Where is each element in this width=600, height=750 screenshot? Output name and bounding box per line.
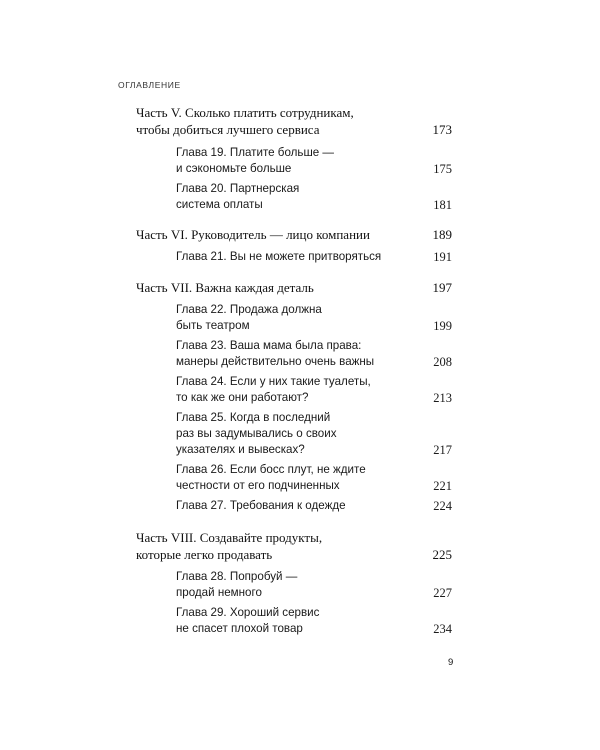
chapter-page: 213 bbox=[433, 391, 452, 405]
chapter-page: 175 bbox=[433, 162, 452, 176]
chapter-page: 199 bbox=[433, 319, 452, 333]
toc-part-6 bbox=[136, 226, 452, 243]
chapter-page: 208 bbox=[433, 355, 452, 369]
chapter-title: Глава 28. Попробуй — продай немного bbox=[176, 570, 298, 599]
chapter-title: Глава 29. Хороший сервис не спасет плохой товар bbox=[176, 606, 320, 635]
chapter-page: 234 bbox=[433, 622, 452, 636]
running-header: ОГЛАВЛЕНИЕ bbox=[118, 80, 181, 90]
toc-chapter-25 bbox=[136, 410, 452, 458]
toc-part-5 bbox=[136, 104, 452, 138]
toc-chapter-19 bbox=[136, 145, 452, 177]
chapter-title: Глава 19. Платите больше — и сэкономьте больше bbox=[176, 146, 335, 175]
part-title: Часть V. Сколько платить сотрудникам, чтобы добиться лучшего сервиса bbox=[136, 105, 354, 137]
chapter-page: 217 bbox=[433, 443, 452, 457]
part-page: 173 bbox=[432, 122, 452, 137]
toc-chapter-27 bbox=[136, 498, 452, 514]
chapter-page: 191 bbox=[433, 250, 452, 264]
part-title: Часть VII. Важна каждая деталь bbox=[136, 280, 314, 295]
part-page: 189 bbox=[432, 227, 452, 242]
table-of-contents bbox=[136, 104, 452, 637]
toc-chapter-20 bbox=[136, 181, 452, 213]
toc-chapter-28 bbox=[136, 569, 452, 601]
toc-chapter-23 bbox=[136, 338, 452, 370]
toc-chapter-21 bbox=[136, 249, 452, 265]
chapter-title: Глава 22. Продажа должна быть театром bbox=[176, 303, 322, 332]
part-title: Часть VIII. Создавайте продукты, которые легко продавать bbox=[136, 530, 323, 562]
chapter-title: Глава 26. Если босс плут, не ждите честности от его подчиненных bbox=[176, 463, 366, 492]
toc-part-7 bbox=[136, 279, 452, 296]
chapter-title: Глава 21. Вы не можете притворяться bbox=[176, 250, 382, 263]
chapter-title: Глава 20. Партнерская система оплаты bbox=[176, 182, 300, 211]
chapter-title: Глава 24. Если у них такие туалеты, то как же они работают? bbox=[176, 375, 371, 404]
toc-chapter-29 bbox=[136, 605, 452, 637]
chapter-title: Глава 27. Требования к одежде bbox=[176, 499, 346, 512]
chapter-page: 227 bbox=[433, 586, 452, 600]
chapter-page: 224 bbox=[433, 499, 452, 513]
chapter-page: 221 bbox=[433, 479, 452, 493]
part-page: 197 bbox=[432, 280, 452, 295]
chapter-title: Глава 23. Ваша мама была права: манеры действительно очень важны bbox=[176, 339, 375, 368]
toc-chapter-22 bbox=[136, 302, 452, 334]
toc-part-8 bbox=[136, 529, 452, 563]
part-title: Часть VI. Руководитель — лицо компании bbox=[136, 227, 370, 242]
chapter-title: Глава 25. Когда в последний раз вы задумывались о своих указателях и вывесках? bbox=[176, 411, 337, 456]
page-number: 9 bbox=[448, 657, 454, 668]
toc-chapter-26 bbox=[136, 462, 452, 494]
toc-chapter-24 bbox=[136, 374, 452, 406]
part-page: 225 bbox=[432, 547, 452, 562]
chapter-page: 181 bbox=[433, 198, 452, 212]
